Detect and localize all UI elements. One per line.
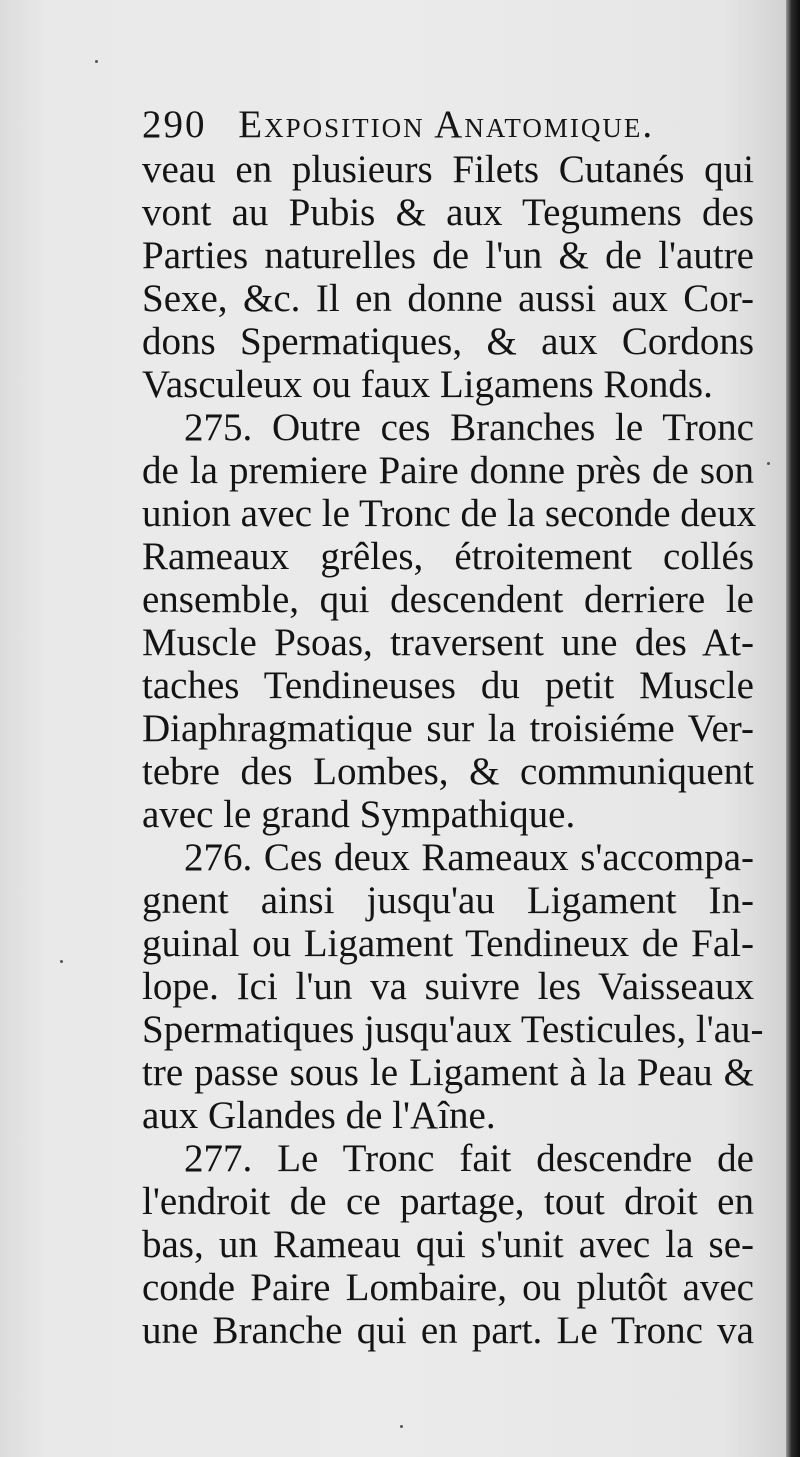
text-line: gnent ainsi jusqu'au Ligament In- (142, 879, 754, 922)
page-edge-shadow (786, 0, 800, 1457)
text-line: une Branche qui en part. Le Tronc va (142, 1309, 754, 1352)
text-line: Vasculeux ou faux Ligamens Ronds. (142, 363, 713, 406)
body-text (142, 148, 764, 1352)
text-line: de la premiere Paire donne près de son (142, 449, 754, 492)
text-line: tre passe sous le Ligament à la Peau & (142, 1051, 754, 1094)
text-line: lope. Ici l'un va suivre les Vaisseaux (142, 965, 754, 1008)
paper-speck (400, 1425, 403, 1428)
page-number: 290 (142, 103, 207, 146)
paper-speck (767, 462, 770, 465)
text-line: guinal ou Ligament Tendineux de Fal- (142, 922, 754, 965)
text-line: taches Tendineuses du petit Muscle (142, 664, 754, 707)
text-line: Parties naturelles de l'un & de l'autre (142, 234, 754, 277)
text-line: bas, un Rameau qui s'unit avec la se- (142, 1223, 754, 1266)
text-line: tebre des Lombes, & communiquent (142, 750, 754, 793)
text-line: avec le grand Sympathique. (142, 793, 576, 836)
text-line: Muscle Psoas, traversent une des At- (142, 621, 754, 664)
text-line: Spermatiques jusqu'aux Testicules, l'au- (142, 1008, 764, 1051)
running-title: Exposition Anatomique. (238, 103, 655, 146)
paragraph-275-start: 275. Outre ces Branches le Tronc (184, 406, 754, 449)
paragraph-277-start: 277. Le Tronc fait descendre de (184, 1137, 754, 1180)
text-line: aux Glandes de l'Aîne. (142, 1094, 496, 1137)
paper-speck (95, 60, 98, 63)
text-line: dons Spermatiques, & aux Cordons (142, 320, 754, 363)
text-line: ensemble, qui descendent derriere le (142, 578, 754, 621)
text-line: union avec le Tronc de la seconde deux (142, 492, 757, 535)
text-line: l'endroit de ce partage, tout droit en (142, 1180, 754, 1223)
paragraph-276-start: 276. Ces deux Rameaux s'accompa- (184, 836, 754, 879)
text-line: conde Paire Lombaire, ou plutôt avec (142, 1266, 754, 1309)
running-header (142, 102, 762, 150)
text-line: veau en plusieurs Filets Cutanés qui (142, 148, 754, 191)
paper-speck (60, 960, 63, 963)
text-line: vont au Pubis & aux Tegumens des (142, 191, 754, 234)
text-line: Sexe, &c. Il en donne aussi aux Cor- (142, 277, 754, 320)
text-line: Diaphragmatique sur la troisiéme Ver- (142, 707, 754, 750)
text-line: Rameaux grêles, étroitement collés (142, 535, 754, 578)
